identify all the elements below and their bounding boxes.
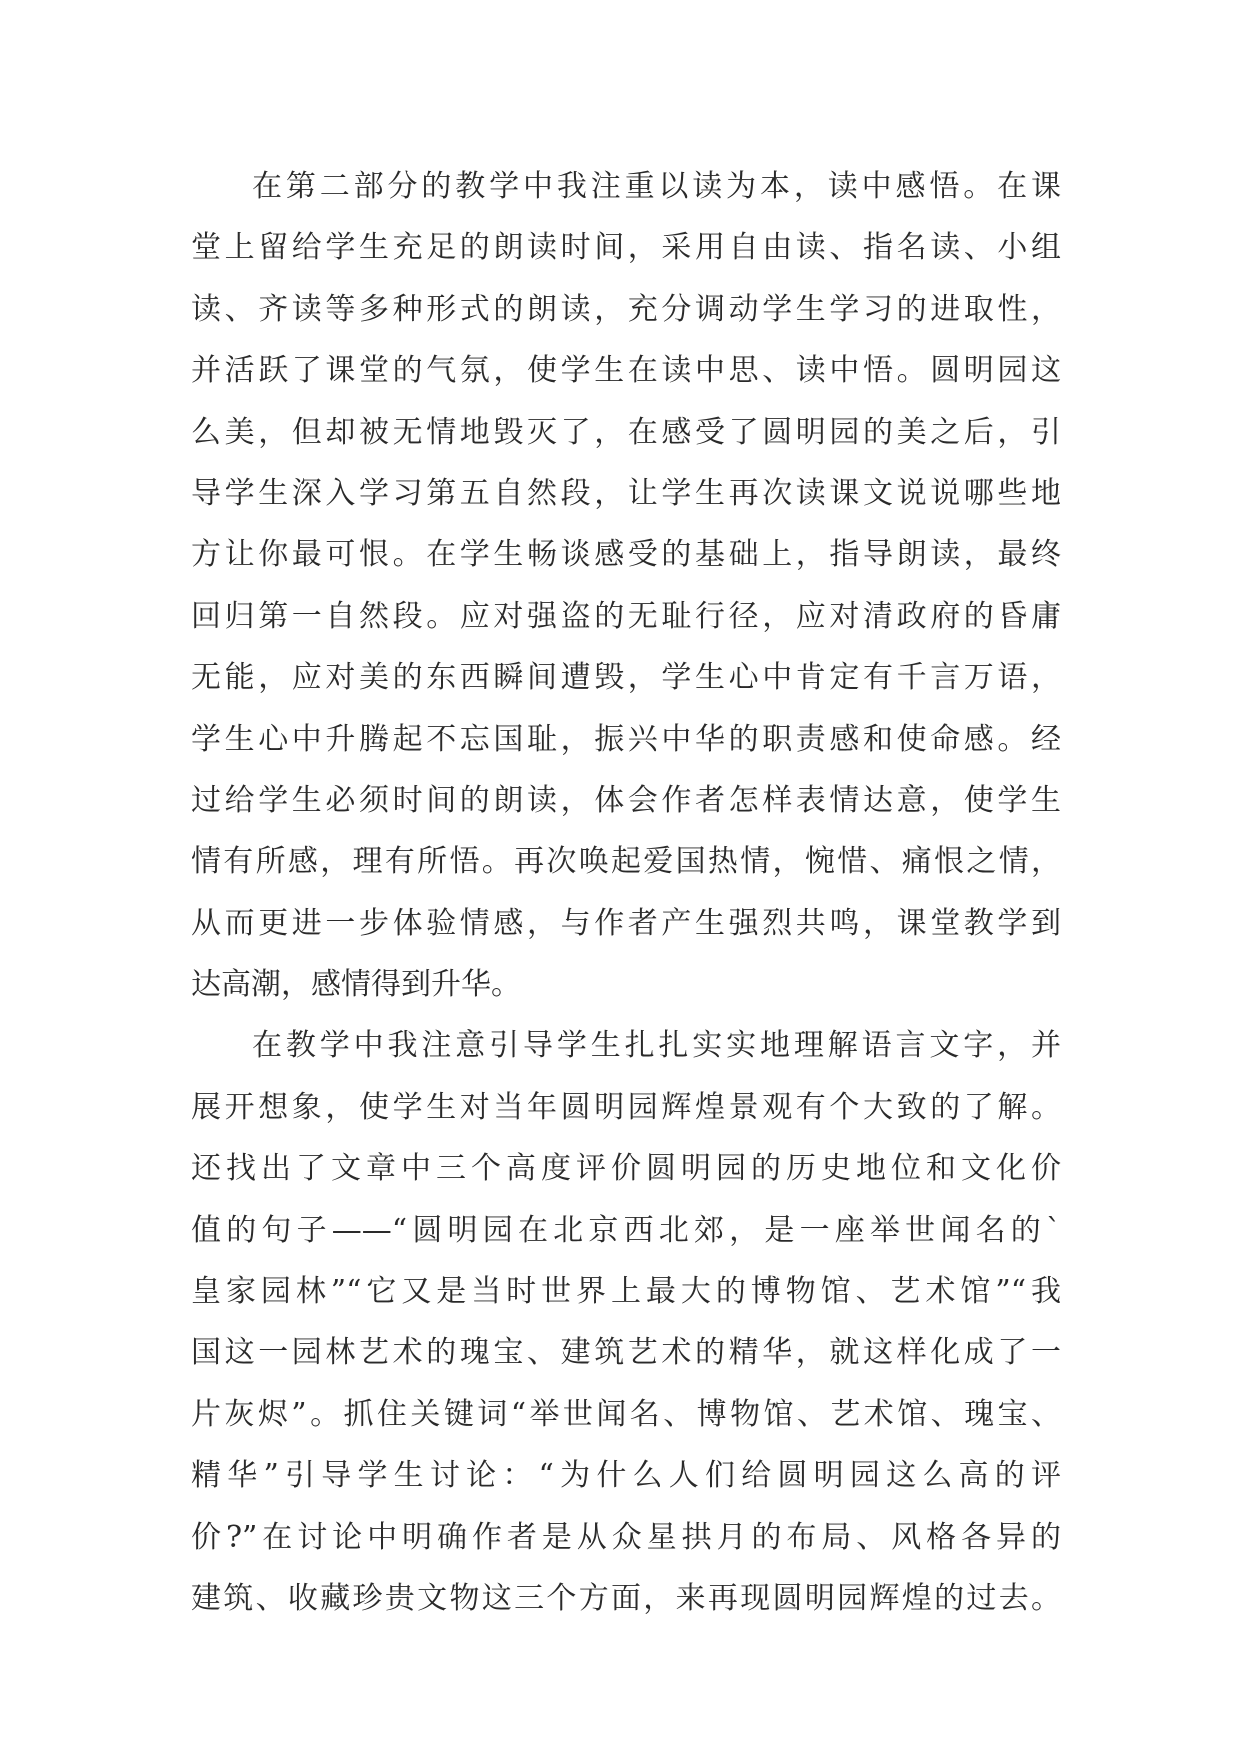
text-line: 读、齐读等多种形式的朗读，充分调动学生学习的进取性， [191,291,1061,327]
text-line: 并活跃了课堂的气氛，使学生在读中思、读中悟。圆明园这 [191,353,1061,389]
text-line: 国这一园林艺术的瑰宝、建筑艺术的精华，就这样化成了一 [191,1335,1061,1371]
text-line: 从而更进一步体验情感，与作者产生强烈共鸣，课堂教学到 [191,905,1061,941]
text-line: 导学生深入学习第五自然段，让学生再次读课文说说哪些地 [191,475,1061,511]
text-line: 达高潮，感情得到升华。 [191,967,521,1003]
text-line: 展开想象，使学生对当年圆明园辉煌景观有个大致的了解。 [191,1089,1061,1125]
text-line: 片灰烬”。抓住关键词“举世闻名、博物馆、艺术馆、瑰宝、 [191,1396,1061,1432]
text-line: 方让你最可恨。在学生畅谈感受的基础上，指导朗读，最终 [191,537,1061,573]
text-line: 过给学生必须时间的朗读，体会作者怎样表情达意，使学生 [191,782,1061,818]
text-line: 价?”在讨论中明确作者是从众星拱月的布局、风格各异的 [191,1519,1061,1555]
text-line: 回归第一自然段。应对强盗的无耻行径，应对清政府的昏庸 [191,598,1061,634]
text-line: 堂上留给学生充足的朗读时间，采用自由读、指名读、小组 [191,230,1061,266]
text-line: 在第二部分的教学中我注重以读为本，读中感悟。在课 [252,169,1061,204]
text-line: 皇家园林”“它又是当时世界上最大的博物馆、艺术馆”“我 [191,1274,1061,1310]
text-line: 么美，但却被无情地毁灭了，在感受了圆明园的美之后，引 [191,414,1061,450]
text-line: 精华”引导学生讨论：“为什么人们给圆明园这么高的评 [191,1458,1061,1494]
text-line: 建筑、收藏珍贵文物这三个方面，来再现圆明园辉煌的过去。 [191,1580,1061,1616]
document-body [191,156,1061,1629]
paragraph-1 [191,156,1061,1015]
text-line: 无能，应对美的东西瞬间遭毁，学生心中肯定有千言万语， [191,660,1061,696]
text-line: 在教学中我注意引导学生扎扎实实地理解语言文字，并 [252,1028,1061,1064]
paragraph-2 [191,1015,1061,1629]
text-line: 值的句子——“圆明园在北京西北郊，是一座举世闻名的` [191,1212,1061,1248]
text-line: 还找出了文章中三个高度评价圆明园的历史地位和文化价 [191,1151,1061,1187]
text-line: 情有所感，理有所悟。再次唤起爱国热情，惋惜、痛恨之情， [191,844,1061,880]
text-line: 学生心中升腾起不忘国耻，振兴中华的职责感和使命感。经 [191,721,1061,757]
